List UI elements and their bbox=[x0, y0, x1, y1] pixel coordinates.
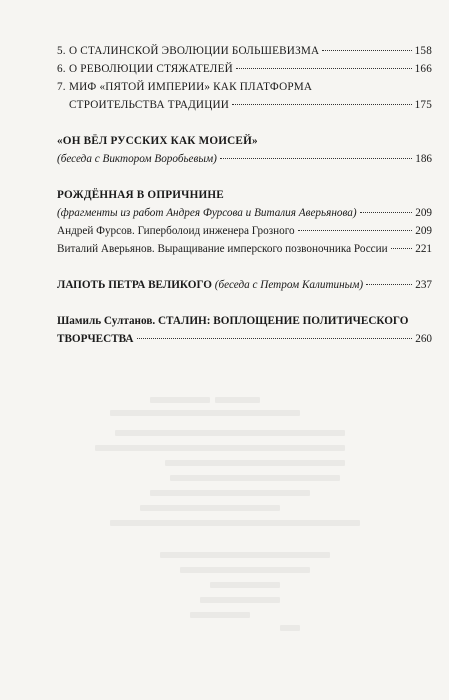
section-title-main: ЛАПОТЬ ПЕТРА ВЕЛИКОГО bbox=[57, 279, 212, 291]
dot-leader bbox=[298, 230, 413, 231]
page-number: 166 bbox=[414, 63, 432, 75]
toc-section-oprichnina[interactable] bbox=[57, 186, 432, 258]
toc-entry-6[interactable] bbox=[57, 60, 432, 78]
toc-entry-7[interactable] bbox=[57, 78, 432, 114]
dot-leader bbox=[322, 50, 411, 51]
entry-title-line-2: СТРОИТЕЛЬСТВА ТРАДИЦИИ bbox=[69, 99, 230, 111]
page-number: 237 bbox=[415, 279, 432, 291]
section-title-line-2: ТВОРЧЕСТВА bbox=[57, 333, 134, 345]
page-number: 158 bbox=[414, 45, 432, 57]
entry-number: 6. bbox=[57, 63, 66, 75]
section-subtitle: (беседа с Виктором Воробьевым) bbox=[57, 153, 217, 165]
toc-section-sultanov[interactable] bbox=[57, 312, 432, 348]
dot-leader bbox=[137, 338, 413, 339]
dot-leader bbox=[366, 284, 412, 285]
section-author: Шамиль Султанов. bbox=[57, 315, 156, 327]
page-number: 209 bbox=[415, 225, 432, 237]
toc-section-lapot[interactable] bbox=[57, 276, 432, 294]
item-title: Виталий Аверьянов. Выращивание имперского позвоночника России bbox=[57, 243, 388, 255]
page-number: 175 bbox=[414, 99, 432, 111]
dot-leader bbox=[220, 158, 412, 159]
section-heading: РОЖДЁННАЯ В ОПРИЧНИНЕ bbox=[57, 189, 224, 201]
dot-leader bbox=[232, 104, 412, 105]
toc-item-averyanov[interactable] bbox=[57, 240, 432, 258]
page-number: 260 bbox=[415, 333, 432, 345]
section-title-sub: (беседа с Петром Калитиным) bbox=[212, 279, 364, 291]
entry-title-line-1: МИФ «ПЯТОЙ ИМПЕРИИ» КАК ПЛАТФОРМА bbox=[69, 81, 313, 93]
toc-section-moses[interactable] bbox=[57, 132, 432, 168]
entry-number: 7. bbox=[57, 81, 66, 93]
dot-leader bbox=[236, 68, 412, 69]
section-heading: «ОН ВЁЛ РУССКИХ КАК МОИСЕЙ» bbox=[57, 135, 258, 147]
page-number: 209 bbox=[415, 207, 432, 219]
page-number: 186 bbox=[415, 153, 432, 165]
dot-leader bbox=[391, 248, 413, 249]
entry-number: 5. bbox=[57, 45, 66, 57]
table-of-contents bbox=[57, 42, 432, 348]
section-title bbox=[57, 276, 363, 294]
section-title-line-1: СТАЛИН: ВОПЛОЩЕНИЕ ПОЛИТИЧЕСКОГО bbox=[155, 315, 409, 327]
entry-title: О РЕВОЛЮЦИИ СТЯЖАТЕЛЕЙ bbox=[69, 63, 233, 75]
section-subtitle: (фрагменты из работ Андрея Фурсова и Виталия Аверьянова) bbox=[57, 207, 357, 219]
item-title: Андрей Фурсов. Гиперболоид инженера Грозного bbox=[57, 225, 295, 237]
page-number: 221 bbox=[415, 243, 432, 255]
toc-entry-5[interactable] bbox=[57, 42, 432, 60]
toc-item-fursov[interactable] bbox=[57, 222, 432, 240]
dot-leader bbox=[360, 212, 413, 213]
entry-title: О СТАЛИНСКОЙ ЭВОЛЮЦИИ БОЛЬШЕВИЗМА bbox=[69, 45, 320, 57]
